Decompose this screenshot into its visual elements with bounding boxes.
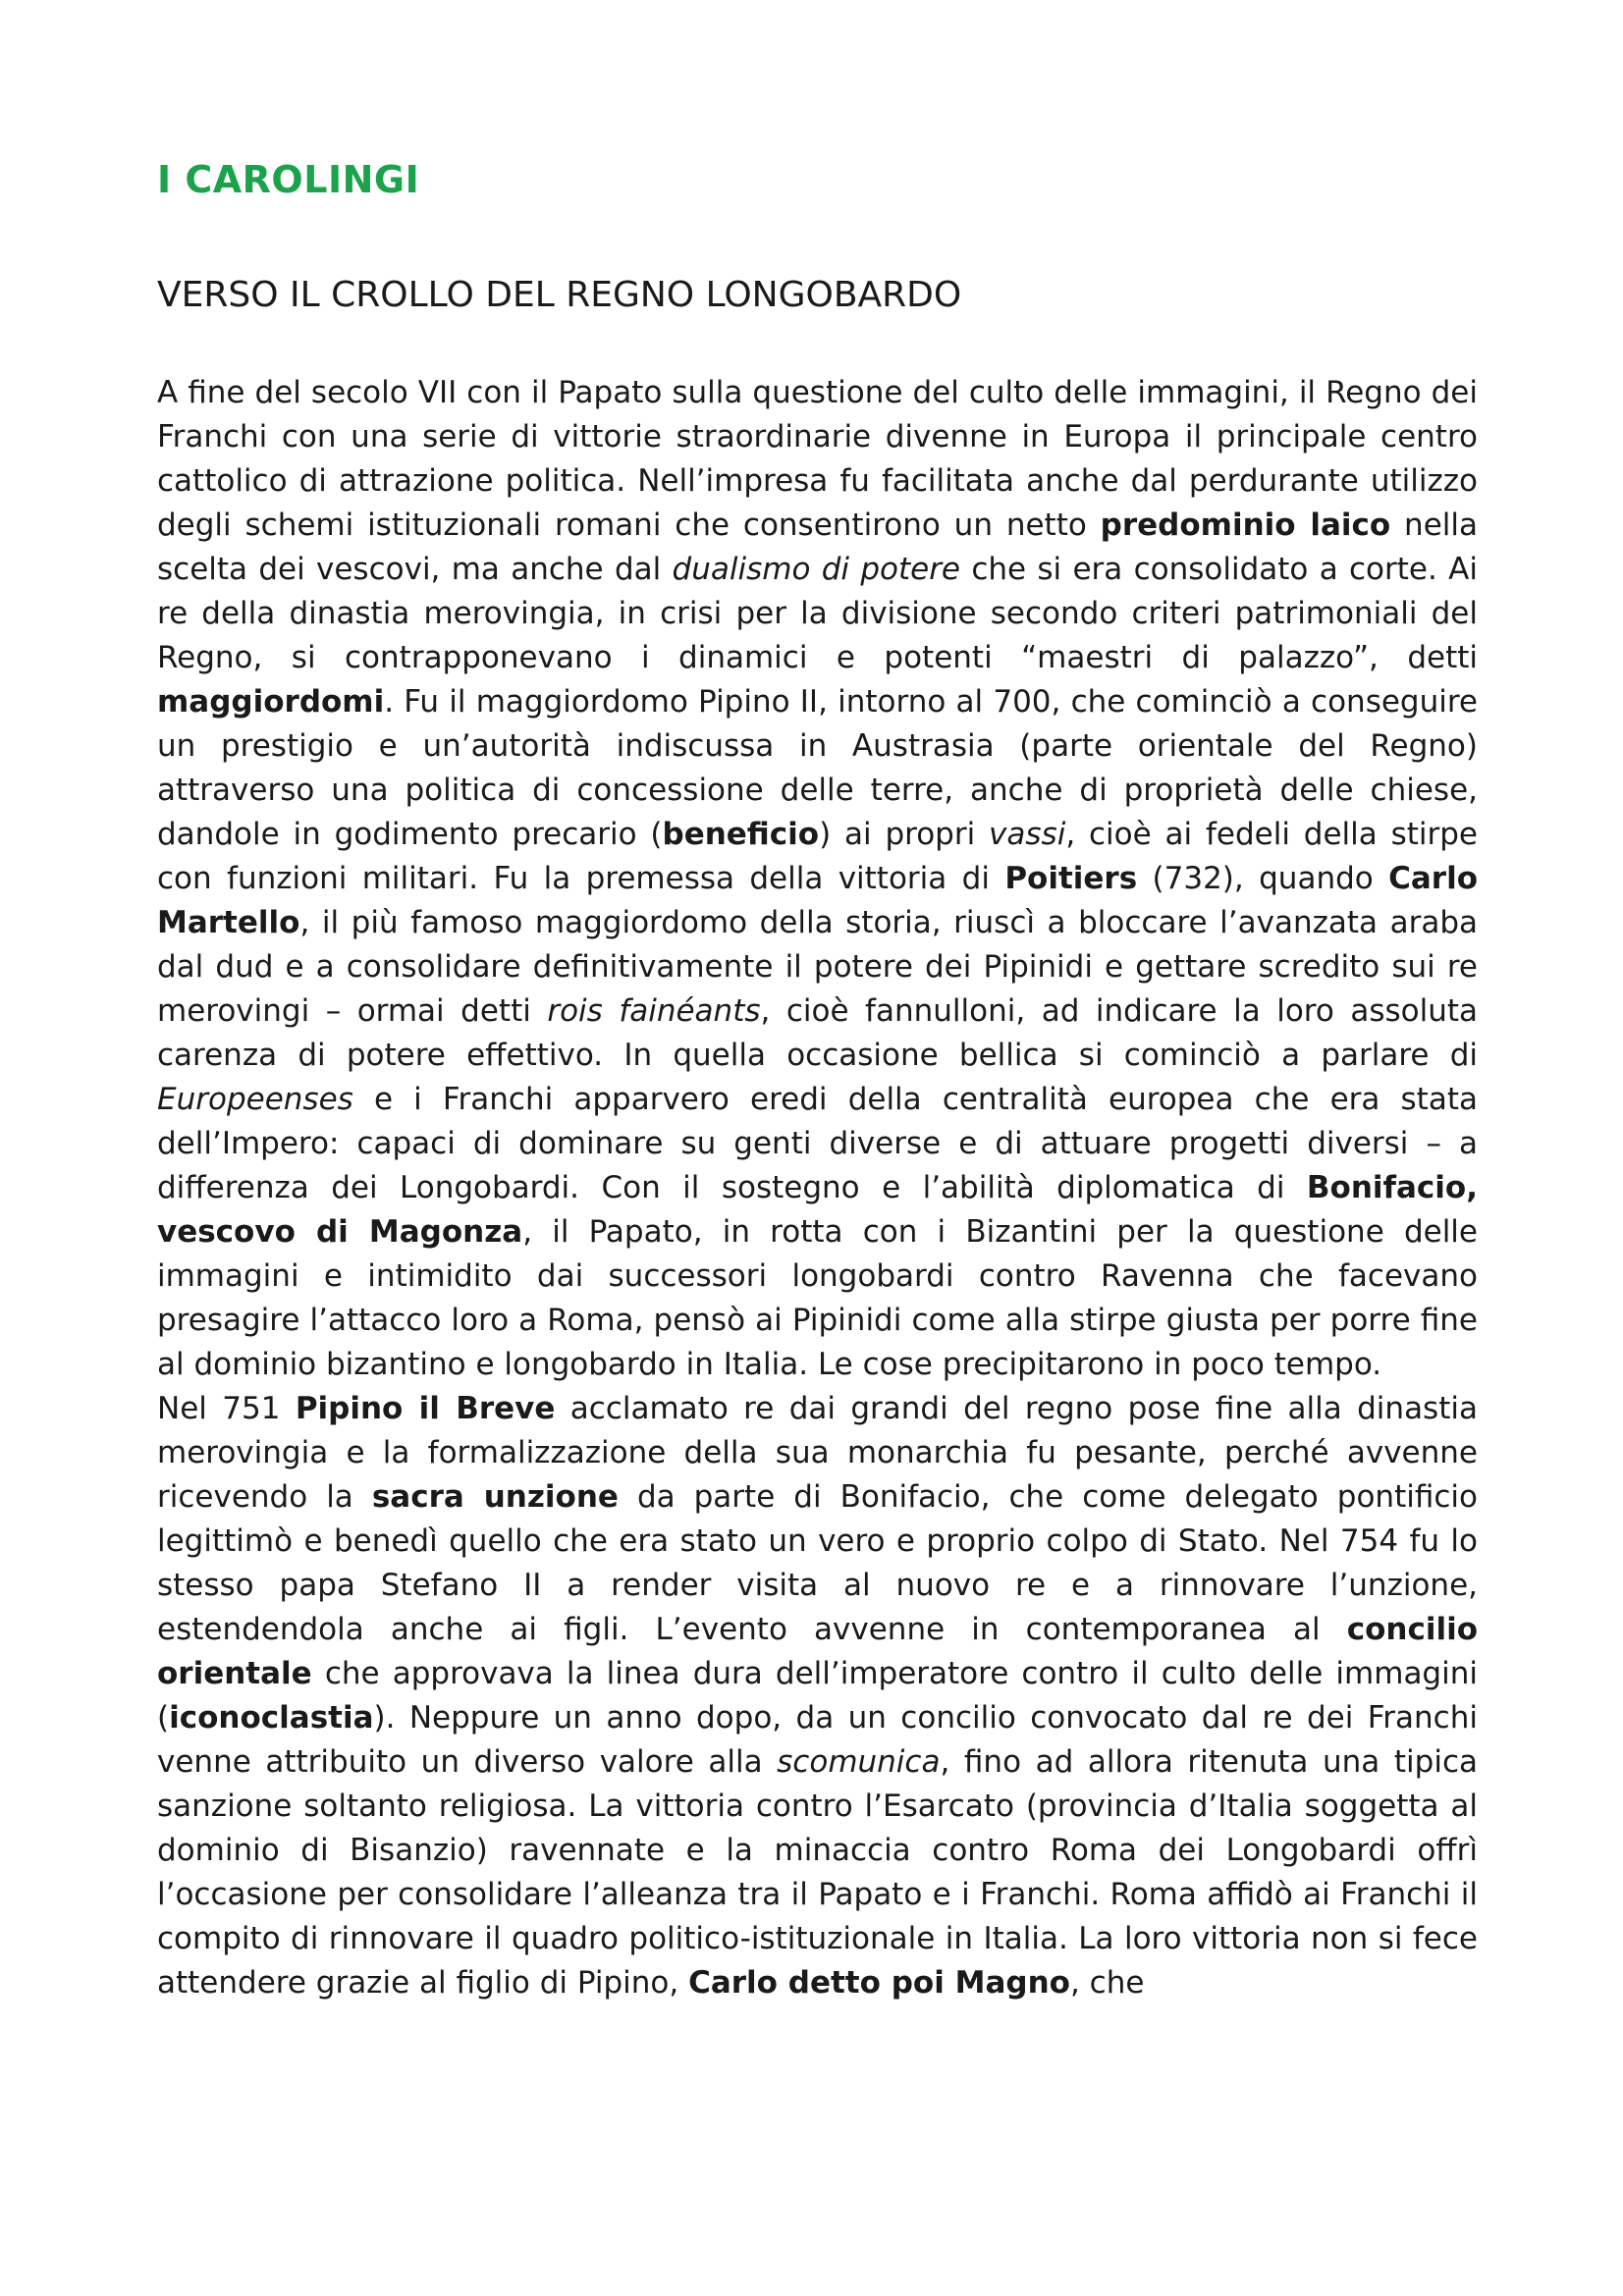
bold-term: sacra unzione bbox=[371, 1479, 619, 1515]
bold-term: Carlo Martello bbox=[157, 861, 1478, 940]
bold-term: beneficio bbox=[662, 817, 820, 852]
italic-term: Europeenses bbox=[157, 1082, 353, 1117]
paragraph-2: Nel 751 Pipino il Breve acclamato re dai grandi del regno pose fine alla dinastia merovingia e la formalizzazione della sua monarchia fu pesante, perché avvenne ricevendo la sacra unzione da parte di Bonifacio, che come delegato pontificio legittimò e benedì quello che era stato un vero e proprio colpo di Stato. Nel 754 fu lo stesso papa Stefano II a render visita al nuovo re e a rinnovare l’unzione, estendendola anche ai figli. L’evento avvenne in contemporanea al concilio orientale che approvava la linea dura dell’imperatore contro il culto delle immagini (iconoclastia). Neppure un anno dopo, da un concilio convocato dal re dei Franchi venne attribuito un diverso valore alla scomunica, fino ad allora ritenuta una tipica sanzione soltanto religiosa. La vittoria contro l’Esarcato (provincia d’Italia soggetta al dominio di Bisanzio) ravennate e la minaccia contro Roma dei Longobardi offrì l’occasione per consolidare l’alleanza tra il Papato e i Franchi. Roma affidò ai Franchi il compito di rinnovare il quadro politico-istituzionale in Italia. La loro vittoria non si fece attendere grazie al figlio di Pipino, Carlo detto poi Magno, che bbox=[157, 1391, 1478, 2001]
bold-term: iconoclastia bbox=[169, 1700, 374, 1735]
italic-term: scomunica bbox=[777, 1744, 941, 1780]
document-page bbox=[157, 155, 1479, 2001]
bold-term: predominio laico bbox=[1100, 507, 1391, 543]
bold-term: concilio orientale bbox=[157, 1612, 1478, 1691]
italic-term: dualismo di potere bbox=[672, 552, 961, 587]
document-title: I CAROLINGI bbox=[157, 158, 420, 201]
bold-term: Pipino il Breve bbox=[295, 1391, 556, 1426]
bold-term: maggiordomi bbox=[157, 684, 385, 720]
paragraph-1: A fine del secolo VII con il Papato sulla questione del culto delle immagini, il Regno dei Franchi con una serie di vittorie straordinarie divenne in Europa il principale centro cattolico di attrazione politica. Nell’impresa fu facilitata anche dal perdurante utilizzo degli schemi istituzionali romani che consentirono un netto predominio laico nella scelta dei vescovi, ma anche dal dualismo di potere che si era consolidato a corte. Ai re della dinastia merovingia, in crisi per la divisione secondo criteri patrimoniali del Regno, si contrapponevano i dinamici e potenti “maestri di palazzo”, detti maggiordomi. Fu il maggiordomo Pipino II, intorno al 700, che cominciò a conseguire un prestigio e un’autorità indiscussa in Austrasia (parte orientale del Regno) attraverso una politica di concessione delle terre, anche di proprietà delle chiese, dandole in godimento precario (beneficio) ai propri vassi, cioè ai fedeli della stirpe con funzioni militari. Fu la premessa della vittoria di Poitiers (732), quando Carlo Martello, il più famoso maggiordomo della storia, riuscì a bloccare l’avanzata araba dal dud e a consolidare definitivamente il potere dei Pipinidi e gettare scredito sui re merovingi – ormai detti rois fainéants, cioè fannulloni, ad indicare la loro assoluta carenza di potere effettivo. In quella occasione bellica si cominciò a parlare di Europeenses e i Franchi apparvero eredi della centralità europea che era stata dell’Impero: capaci di dominare su genti diverse e di attuare progetti diversi – a differenza dei Longobardi. Con il sostegno e l’abilità diplomatica di Bonifacio, vescovo di Magonza, il Papato, in rotta con i Bizantini per la questione delle immagini e intimidito dai successori longobardi contro Ravenna che facevano presagire l’attacco loro a Roma, pensò ai Pipinidi come alla stirpe giusta per porre fine al dominio bizantino e longobardo in Italia. Le cose precipitarono in poco tempo. bbox=[157, 375, 1479, 1382]
bold-term: Bonifacio, vescovo di Magonza bbox=[157, 1170, 1478, 1250]
italic-term: vassi bbox=[989, 817, 1066, 852]
body-text bbox=[157, 371, 1478, 2005]
bold-term: Carlo detto poi Magno bbox=[688, 1965, 1070, 2001]
bold-term: Poitiers bbox=[1004, 861, 1138, 896]
italic-term: rois fainéants bbox=[547, 993, 761, 1029]
section-heading: VERSO IL CROLLO DEL REGNO LONGOBARDO bbox=[157, 275, 962, 315]
